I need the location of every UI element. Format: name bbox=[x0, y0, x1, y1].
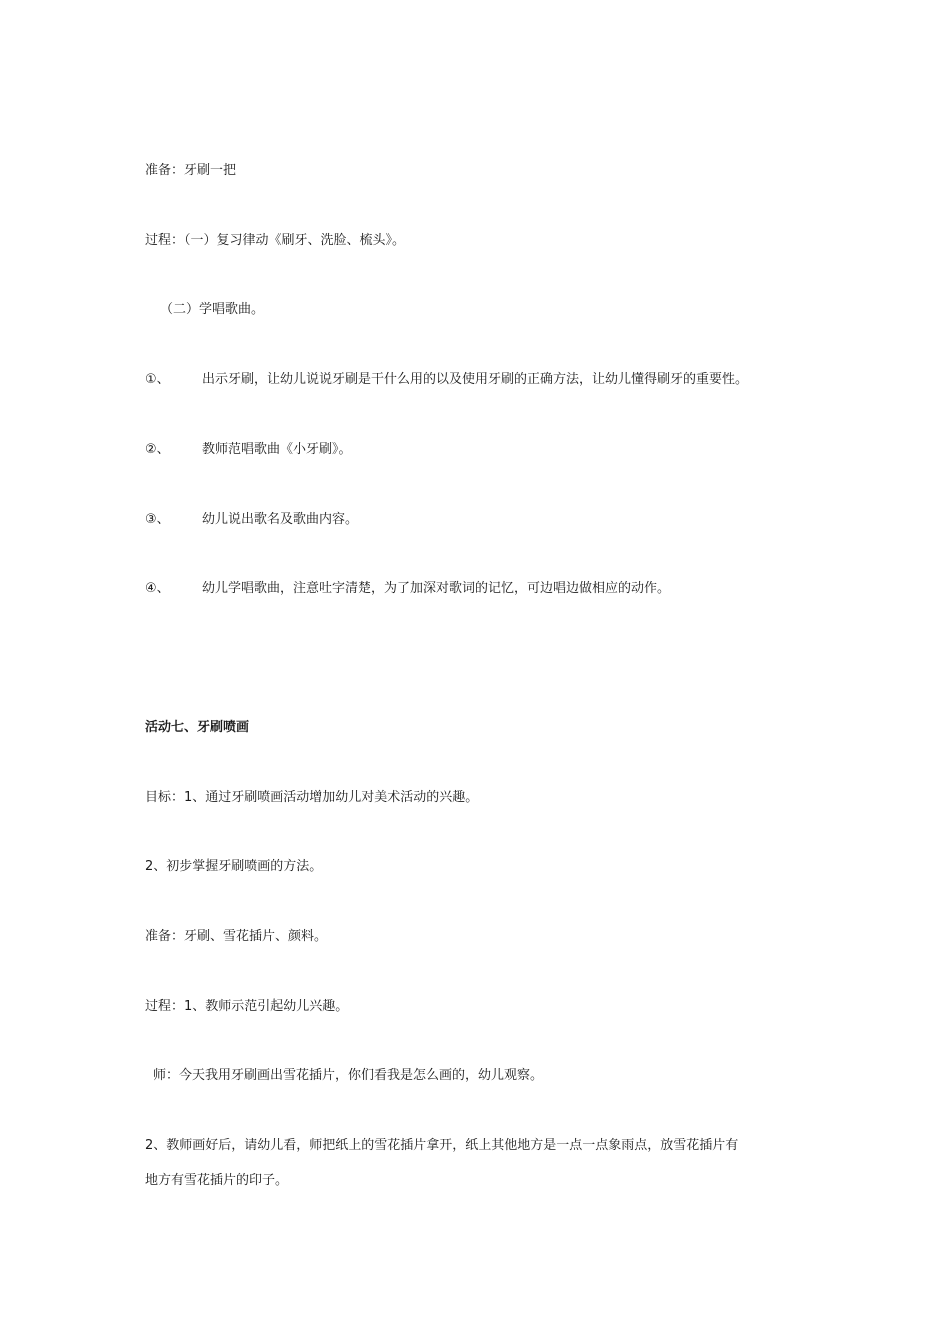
step-4-number: ④、 bbox=[145, 581, 170, 596]
process-line-2: （二）学唱歌曲。 bbox=[160, 302, 265, 317]
step-2-text: 教师范唱歌曲《小牙刷》。 bbox=[202, 442, 352, 457]
goal-line-1: 目标：1、通过牙刷喷画活动增加幼儿对美术活动的兴趣。 bbox=[145, 790, 479, 805]
step-1 bbox=[145, 371, 748, 389]
step-1-number: ①、 bbox=[145, 372, 170, 387]
process-line-1: 过程：（一）复习律动《刷牙、洗脸、梳头》。 bbox=[145, 233, 406, 248]
step-b2-line-2: 地方有雪花插片的印子。 bbox=[145, 1173, 289, 1188]
goal-line-2: 2、初步掌握牙刷喷画的方法。 bbox=[145, 859, 323, 874]
step-3-number: ③、 bbox=[145, 512, 170, 527]
step-2-number: ②、 bbox=[145, 442, 170, 457]
preparation-line-2: 准备：牙刷、雪花插片、颜料。 bbox=[145, 929, 328, 944]
step-1-text: 出示牙刷，让幼儿说说牙刷是干什么用的以及使用牙刷的正确方法，让幼儿懂得刷牙的重要性。 bbox=[202, 372, 749, 387]
teacher-speech: 师：今天我用牙刷画出雪花插片，你们看我是怎么画的，幼儿观察。 bbox=[153, 1068, 544, 1083]
preparation-line-1: 准备：牙刷一把 bbox=[145, 163, 237, 178]
step-2 bbox=[145, 441, 352, 459]
activity-title: 活动七、牙刷喷画 bbox=[145, 720, 250, 735]
step-4 bbox=[145, 580, 670, 598]
step-4-text: 幼儿学唱歌曲，注意吐字清楚，为了加深对歌词的记忆，可边唱边做相应的动作。 bbox=[202, 581, 671, 596]
step-3 bbox=[145, 511, 358, 529]
process-line-3: 过程：1、教师示范引起幼儿兴趣。 bbox=[145, 999, 349, 1014]
step-b2-line-1: 2、教师画好后，请幼儿看，师把纸上的雪花插片拿开，纸上其他地方是一点一点象雨点，放雪花插片有 bbox=[145, 1138, 739, 1153]
step-3-text: 幼儿说出歌名及歌曲内容。 bbox=[202, 512, 359, 527]
